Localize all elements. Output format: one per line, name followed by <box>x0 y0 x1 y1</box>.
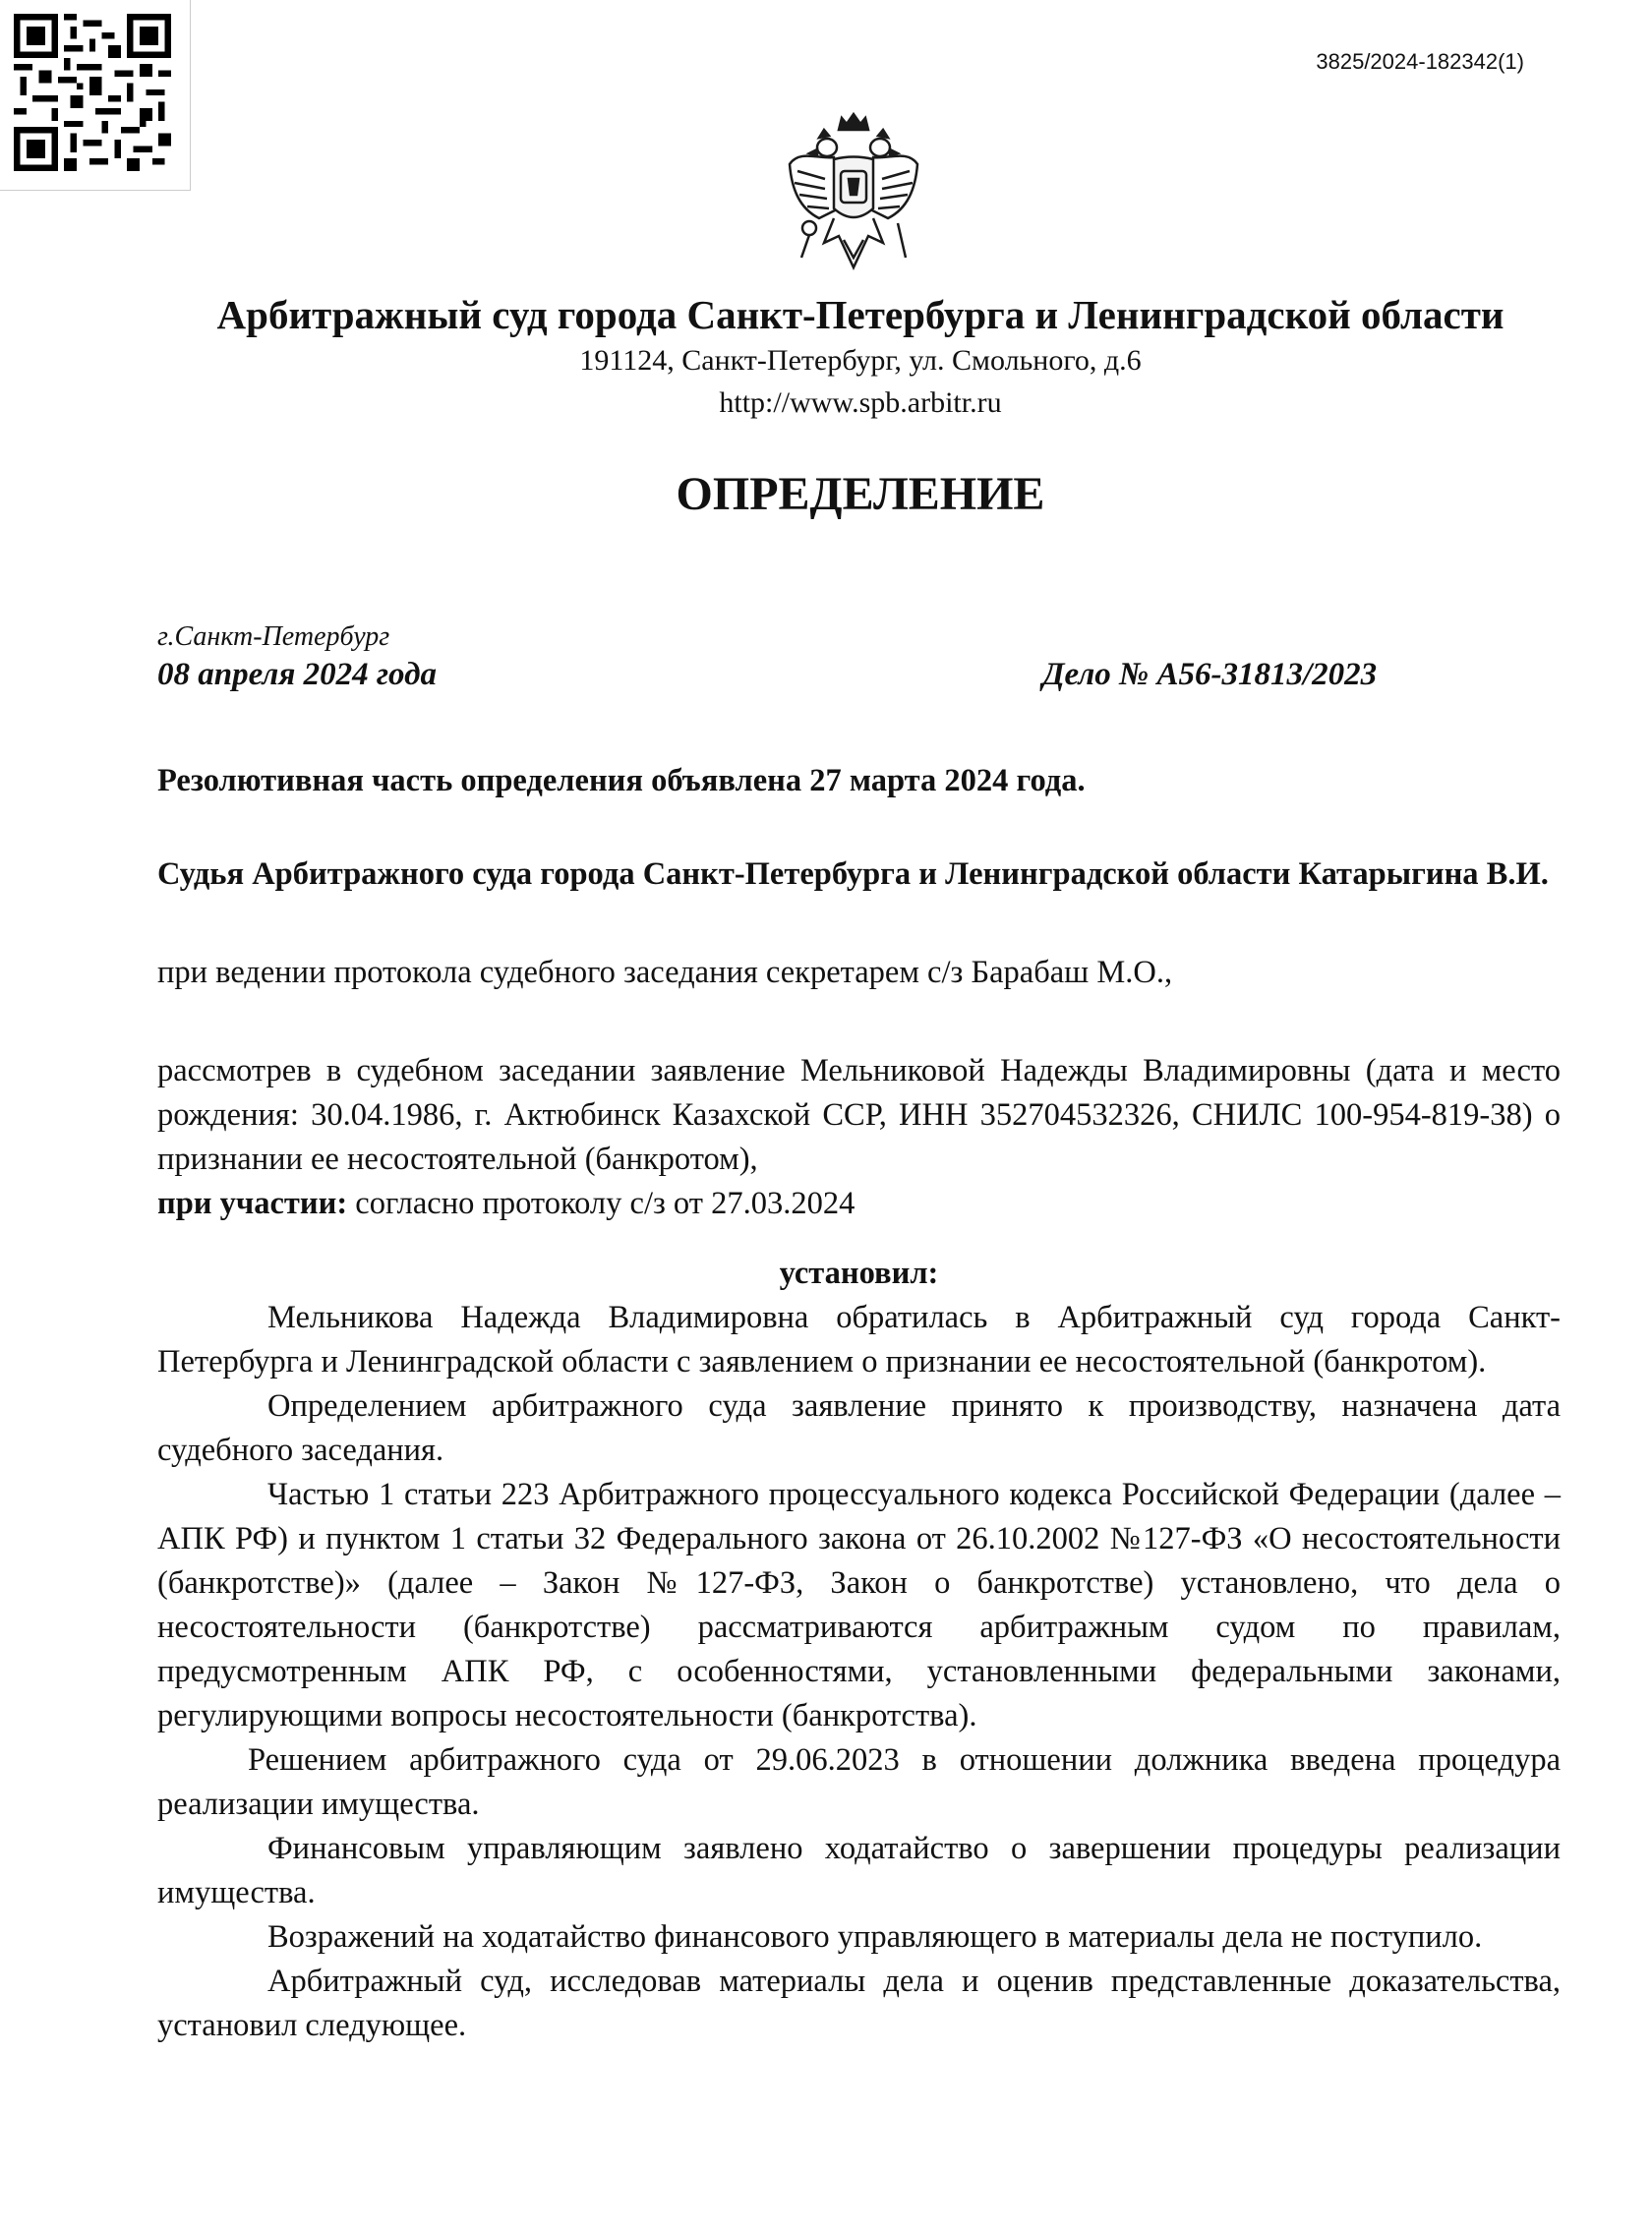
court-address: 191124, Санкт-Петербург, ул. Смольного, д.6 <box>579 344 1142 377</box>
document-body <box>157 759 1561 2048</box>
court-name: Арбитражный суд города Санкт-Петербурга и Ленинградской области <box>216 292 1504 337</box>
paragraph: Арбитражный суд, исследовав материалы дела и оценив представленные доказательства, установил следующее. <box>157 1964 1561 2043</box>
coat-of-arms-icon <box>780 110 927 272</box>
paragraph: Финансовым управляющим заявлено ходатайство о завершении процедуры реализации имущества. <box>157 1831 1561 1910</box>
paragraph: Частью 1 статьи 223 Арбитражного процессуального кодекса Российской Федерации (далее – АПК РФ) и пунктом 1 статьи 32 Федерального закона от 26.10.2002 №127-ФЗ «О несостоятельности (банкротстве)» (далее – Закон №127-ФЗ, Закон о банкротстве) установлено, что дела о несостоятельности (банкротстве) рассматриваются арбитражным судом по правилам, предусмотренным АПК РФ, с особенностями, установленными федеральными законами, регулирующими вопросы несостоятельности (банкротства). <box>157 1477 1561 1733</box>
judge-paragraph: Судья Арбитражного суда города Санкт-Петербурга и Ленинградской области Катарыгина В.И. <box>157 856 1549 892</box>
secretary-paragraph: при ведении протокола судебного заседания секретарем с/з Барабаш М.О., <box>157 955 1173 990</box>
established-heading: установил: <box>779 1256 939 1291</box>
participation-paragraph <box>157 1182 1561 1226</box>
case-number: Дело № А56-31813/2023 <box>1042 657 1378 692</box>
qr-code-icon <box>14 14 171 171</box>
document-date: 08 апреля 2024 года <box>157 657 437 692</box>
paragraph: Решением арбитражного суда от 29.06.2023 в отношении должника введена процедура реализации имущества. <box>157 1742 1561 1822</box>
resolution-paragraph: Резолютивная часть определения объявлена 27 марта 2024 года. <box>157 763 1086 798</box>
paragraph: Определением арбитражного суда заявление принято к производству, назначена дата судебного заседания. <box>157 1388 1561 1468</box>
considered-paragraph: рассмотрев в судебном заседании заявление Мельниковой Надежды Владимировны (дата и место рождения: 30.04.1986, г. Актюбинск Казахской ССР, ИНН 352704532326, СНИЛС 100-954-819-38) о признании ее несостоятельной (банкротом), <box>157 1053 1561 1177</box>
city: г.Санкт-Петербург <box>157 621 390 652</box>
court-url[interactable]: http://www.spb.arbitr.ru <box>719 386 1002 419</box>
participation-label: при участии: <box>157 1186 348 1221</box>
qr-code <box>0 0 191 191</box>
document-id: 3825/2024-182342(1) <box>1316 49 1524 74</box>
participation-text: согласно протоколу с/з от 27.03.2024 <box>347 1186 856 1221</box>
document-type: ОПРЕДЕЛЕНИЕ <box>676 468 1045 520</box>
paragraph: Возражений на ходатайство финансового управляющего в материалы дела не поступило. <box>267 1919 1483 1955</box>
paragraph: Мельникова Надежда Владимировна обратилась в Арбитражный суд города Санкт-Петербурга и Ленинградской области с заявлением о признании ее несостоятельной (банкротом). <box>157 1300 1561 1380</box>
